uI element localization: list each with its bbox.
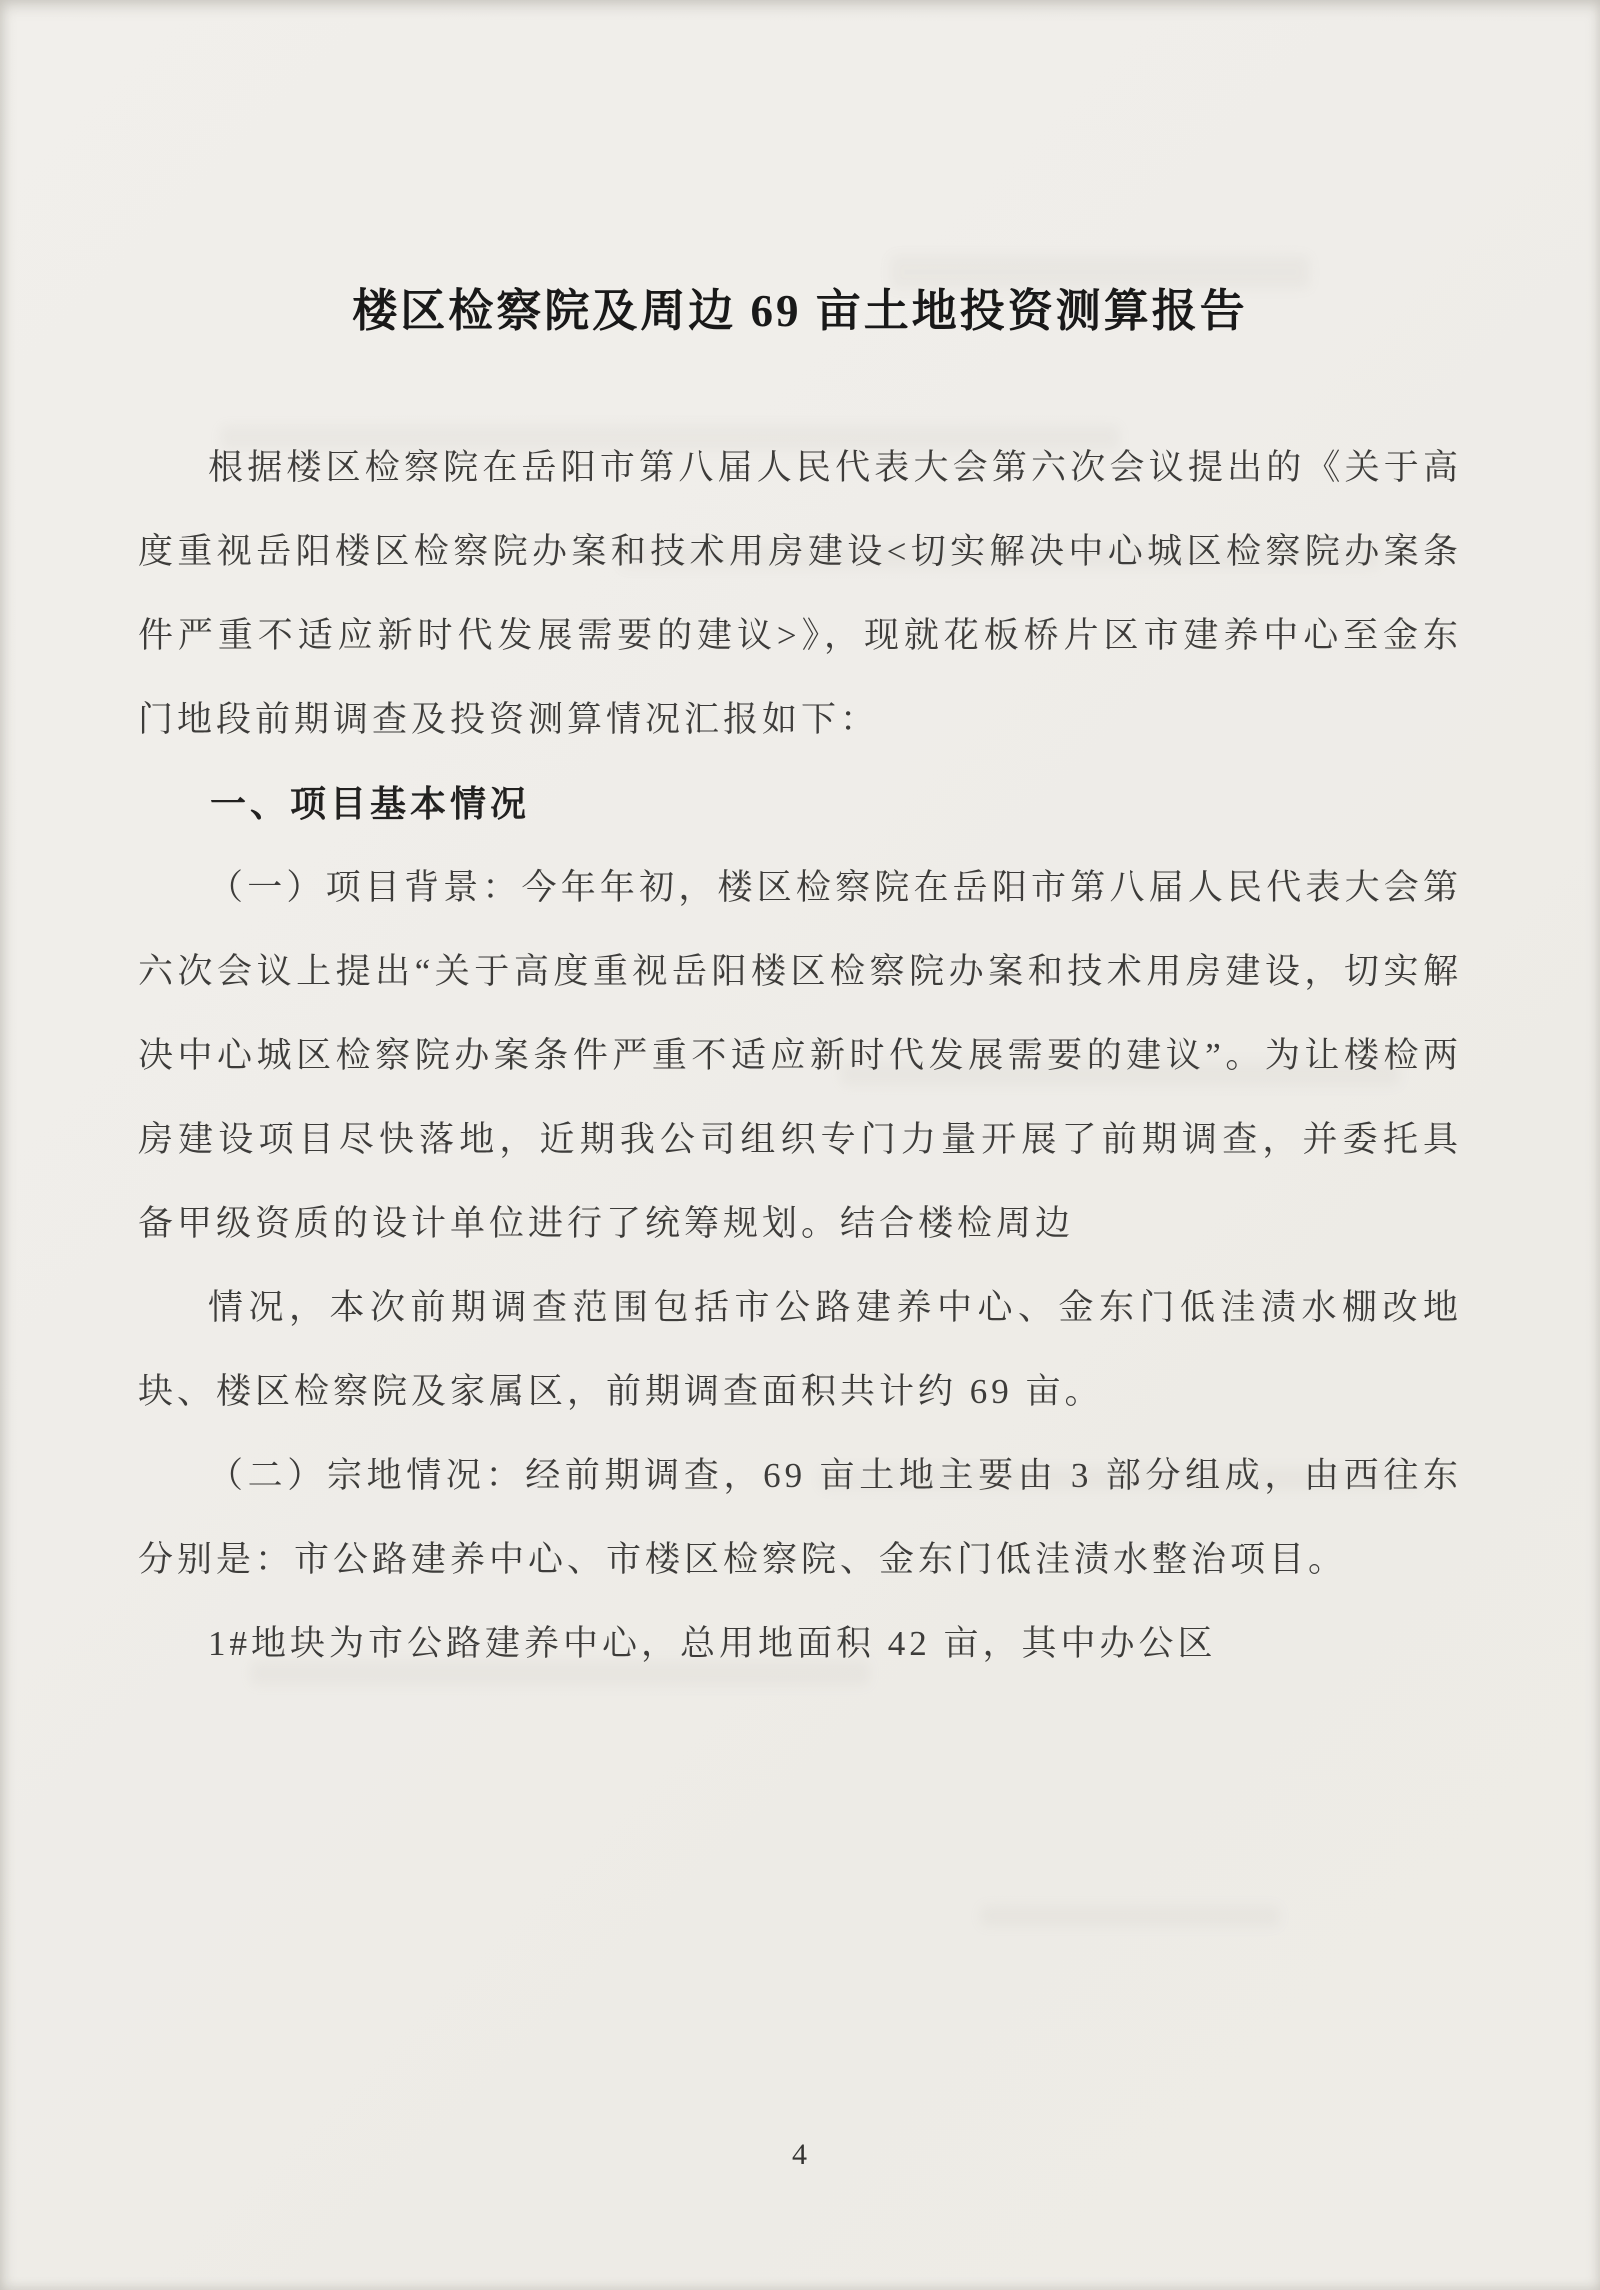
document-title: 楼区检察院及周边 69 亩土地投资测算报告 [352, 286, 1248, 336]
bleed-through-smudge [980, 1905, 1280, 1927]
section-heading: 一、项目基本情况 [210, 783, 531, 824]
page-number: 4 [792, 2138, 808, 2171]
body-paragraph: 1#地块为市公路建养中心，总用地面积 42 亩，其中办公区 [208, 1624, 1217, 1663]
body-paragraph: 情况，本次前期调查范围包括市公路建养中心、金东门低洼渍水棚改地块、楼区检察院及家属区，前期调查面积共计约 69 亩。 [138, 1288, 1462, 1411]
intro-paragraph: 根据楼区检察院在岳阳市第八届人民代表大会第六次会议提出的《关于高度重视岳阳楼区检察院办案和技术用房建设<切实解决中心城区检察院办案条件严重不适应新时代发展需要的建议>》，现就花板桥片区市建养中心至金东门地段前期调查及投资测算情况汇报如下： [138, 448, 1462, 739]
body-paragraph: （二）宗地情况：经前期调查，69 亩土地主要由 3 部分组成，由西往东分别是：市公路建养中心、市楼区检察院、金东门低洼渍水整治项目。 [138, 1456, 1462, 1579]
document-body [138, 272, 1462, 1686]
body-paragraph: （一）项目背景：今年年初，楼区检察院在岳阳市第八届人民代表大会第六次会议上提出“关于高度重视岳阳楼区检察院办案和技术用房建设，切实解决中心城区检察院办案条件严重不适应新时代发展需要的建议”。为让楼检两房建设项目尽快落地，近期我公司组织专门力量开展了前期调查，并委托具备甲级资质的设计单位进行了统筹规划。结合楼检周边 [138, 868, 1462, 1243]
